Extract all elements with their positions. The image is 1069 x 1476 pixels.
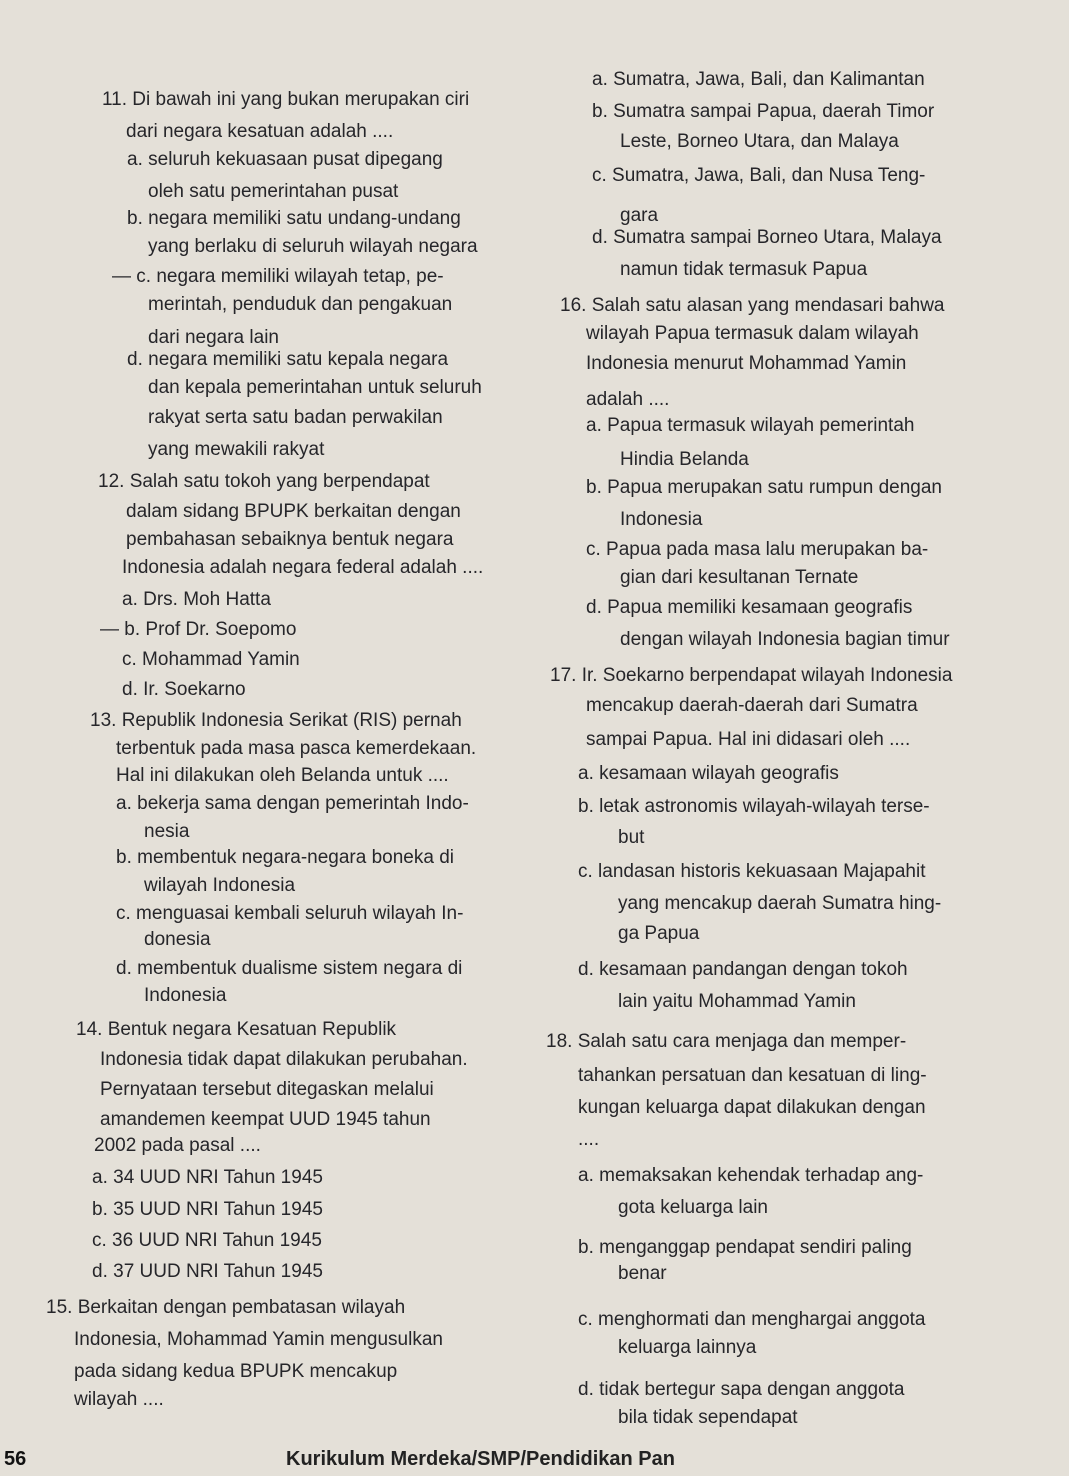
q17-option-b-cont: but: [618, 827, 645, 848]
q11-option-d-cont: rakyat serta satu badan perwakilan: [148, 407, 443, 428]
q17-option-b: b. letak astronomis wilayah-wilayah terse-: [578, 796, 930, 817]
q18-option-d-cont: bila tidak sependapat: [618, 1407, 798, 1428]
q18-option-a-cont: gota keluarga lain: [618, 1197, 768, 1218]
q15-option-d: d. Sumatra sampai Borneo Utara, Malaya: [592, 227, 942, 248]
q12-option-d: d. Ir. Soekarno: [122, 679, 246, 700]
q16-line: wilayah Papua termasuk dalam wilayah: [586, 323, 919, 344]
q11-option-d-cont: dan kepala pemerintahan untuk seluruh: [148, 377, 482, 398]
q13-line: 13. Republik Indonesia Serikat (RIS) pernah: [90, 710, 462, 731]
q11-option-a: a. seluruh kekuasaan pusat dipegang: [127, 149, 443, 170]
q16-option-c-cont: gian dari kesultanan Ternate: [620, 567, 859, 588]
q15-option-b: b. Sumatra sampai Papua, daerah Timor: [592, 101, 935, 122]
q17-option-d-cont: lain yaitu Mohammad Yamin: [618, 991, 856, 1012]
q16-option-d: d. Papua memiliki kesamaan geografis: [586, 597, 913, 618]
q15-option-d-cont: namun tidak termasuk Papua: [620, 259, 868, 280]
q13-option-a: a. bekerja sama dengan pemerintah Indo-: [116, 793, 469, 814]
q15-line: 15. Berkaitan dengan pembatasan wilayah: [46, 1297, 406, 1318]
q15-line: Indonesia, Mohammad Yamin mengusulkan: [74, 1329, 443, 1350]
q13-option-d: d. membentuk dualisme sistem negara di: [116, 958, 463, 979]
q16-line: adalah ....: [586, 389, 670, 410]
q13-option-b-cont: wilayah Indonesia: [144, 875, 296, 896]
q13-line: Hal ini dilakukan oleh Belanda untuk ....: [116, 765, 449, 786]
q14-option-b: b. 35 UUD NRI Tahun 1945: [92, 1199, 323, 1220]
q18-line: kungan keluarga dapat dilakukan dengan: [578, 1097, 926, 1118]
q15-line: pada sidang kedua BPUPK mencakup: [74, 1361, 398, 1382]
q17-option-c-cont: yang mencakup daerah Sumatra hing-: [618, 893, 942, 914]
q13-option-b: b. membentuk negara-negara boneka di: [116, 847, 455, 868]
q11-option-d-cont: yang mewakili rakyat: [148, 439, 325, 460]
footer-book-title: Kurikulum Merdeka/SMP/Pendidikan Pan: [286, 1448, 675, 1470]
q14-line: amandemen keempat UUD 1945 tahun: [100, 1109, 431, 1130]
q16-option-a: a. Papua termasuk wilayah pemerintah: [586, 415, 915, 436]
q17-option-a: a. kesamaan wilayah geografis: [578, 763, 839, 784]
q12-option-c: c. Mohammad Yamin: [122, 649, 300, 670]
q17-line: mencakup daerah-daerah dari Sumatra: [586, 695, 918, 716]
q12-option-a: a. Drs. Moh Hatta: [122, 589, 271, 610]
q14-option-c: c. 36 UUD NRI Tahun 1945: [92, 1230, 322, 1251]
q18-line: ....: [578, 1129, 600, 1150]
q11-option-c: — c. negara memiliki wilayah tetap, pe-: [112, 266, 444, 287]
q14-line: 2002 pada pasal ....: [94, 1135, 261, 1156]
q17-option-c: c. landasan historis kekuasaan Majapahit: [578, 861, 926, 882]
q12-line: 12. Salah satu tokoh yang berpendapat: [98, 471, 430, 492]
q11-option-c-cont: merintah, penduduk dan pengakuan: [148, 294, 453, 315]
q12-line: dalam sidang BPUPK berkaitan dengan: [126, 501, 461, 522]
q15-option-a: a. Sumatra, Jawa, Bali, dan Kalimantan: [592, 69, 925, 90]
q11-option-b: b. negara memiliki satu undang-undang: [127, 208, 461, 229]
q16-option-b: b. Papua merupakan satu rumpun dengan: [586, 477, 942, 498]
q15-line: wilayah ....: [74, 1389, 164, 1410]
q11-line: dari negara kesatuan adalah ....: [126, 121, 394, 142]
q16-option-a-cont: Hindia Belanda: [620, 449, 749, 470]
q14-line: Indonesia tidak dapat dilakukan perubahan.: [100, 1049, 468, 1070]
q11-option-a-cont: oleh satu pemerintahan pusat: [148, 181, 399, 202]
q18-option-c-cont: keluarga lainnya: [618, 1337, 757, 1358]
q16-line: 16. Salah satu alasan yang mendasari bahwa: [560, 295, 945, 316]
q15-option-c-cont: gara: [620, 205, 659, 226]
q11-option-c-cont: dari negara lain: [148, 327, 279, 348]
page-number: 56: [4, 1448, 27, 1470]
q18-option-a: a. memaksakan kehendak terhadap ang-: [578, 1165, 924, 1186]
q13-option-d-cont: Indonesia: [144, 985, 227, 1006]
q11-option-b-cont: yang berlaku di seluruh wilayah negara: [148, 236, 478, 257]
q16-option-b-cont: Indonesia: [620, 509, 703, 530]
q14-option-a: a. 34 UUD NRI Tahun 1945: [92, 1167, 323, 1188]
q17-option-c-cont: ga Papua: [618, 923, 700, 944]
q17-line: 17. Ir. Soekarno berpendapat wilayah Indonesia: [550, 665, 953, 686]
q12-line: Indonesia adalah negara federal adalah ....: [122, 557, 484, 578]
q17-option-d: d. kesamaan pandangan dengan tokoh: [578, 959, 908, 980]
q18-option-b-cont: benar: [618, 1263, 667, 1284]
q15-option-b-cont: Leste, Borneo Utara, dan Malaya: [620, 131, 899, 152]
q14-line: Pernyataan tersebut ditegaskan melalui: [100, 1079, 434, 1100]
q16-line: Indonesia menurut Mohammad Yamin: [586, 353, 907, 374]
q18-option-c: c. menghormati dan menghargai anggota: [578, 1309, 926, 1330]
q14-line: 14. Bentuk negara Kesatuan Republik: [76, 1019, 397, 1040]
q13-option-c: c. menguasai kembali seluruh wilayah In-: [116, 903, 464, 924]
q18-option-b: b. menganggap pendapat sendiri paling: [578, 1237, 912, 1258]
q18-option-d: d. tidak bertegur sapa dengan anggota: [578, 1379, 905, 1400]
q11-line: 11. Di bawah ini yang bukan merupakan ciri: [102, 89, 470, 110]
q16-option-c: c. Papua pada masa lalu merupakan ba-: [586, 539, 929, 560]
q15-option-c: c. Sumatra, Jawa, Bali, dan Nusa Teng-: [592, 165, 926, 186]
q11-option-d: d. negara memiliki satu kepala negara: [127, 349, 449, 370]
q18-line: tahankan persatuan dan kesatuan di ling-: [578, 1065, 927, 1086]
q14-option-d: d. 37 UUD NRI Tahun 1945: [92, 1261, 323, 1282]
q18-line: 18. Salah satu cara menjaga dan memper-: [546, 1031, 907, 1052]
q13-option-c-cont: donesia: [144, 929, 211, 950]
q13-option-a-cont: nesia: [144, 821, 190, 842]
q12-line: pembahasan sebaiknya bentuk negara: [126, 529, 454, 550]
q12-option-b: — b. Prof Dr. Soepomo: [100, 619, 297, 640]
q13-line: terbentuk pada masa pasca kemerdekaan.: [116, 738, 477, 759]
q17-line: sampai Papua. Hal ini didasari oleh ....: [586, 729, 911, 750]
q16-option-d-cont: dengan wilayah Indonesia bagian timur: [620, 629, 950, 650]
